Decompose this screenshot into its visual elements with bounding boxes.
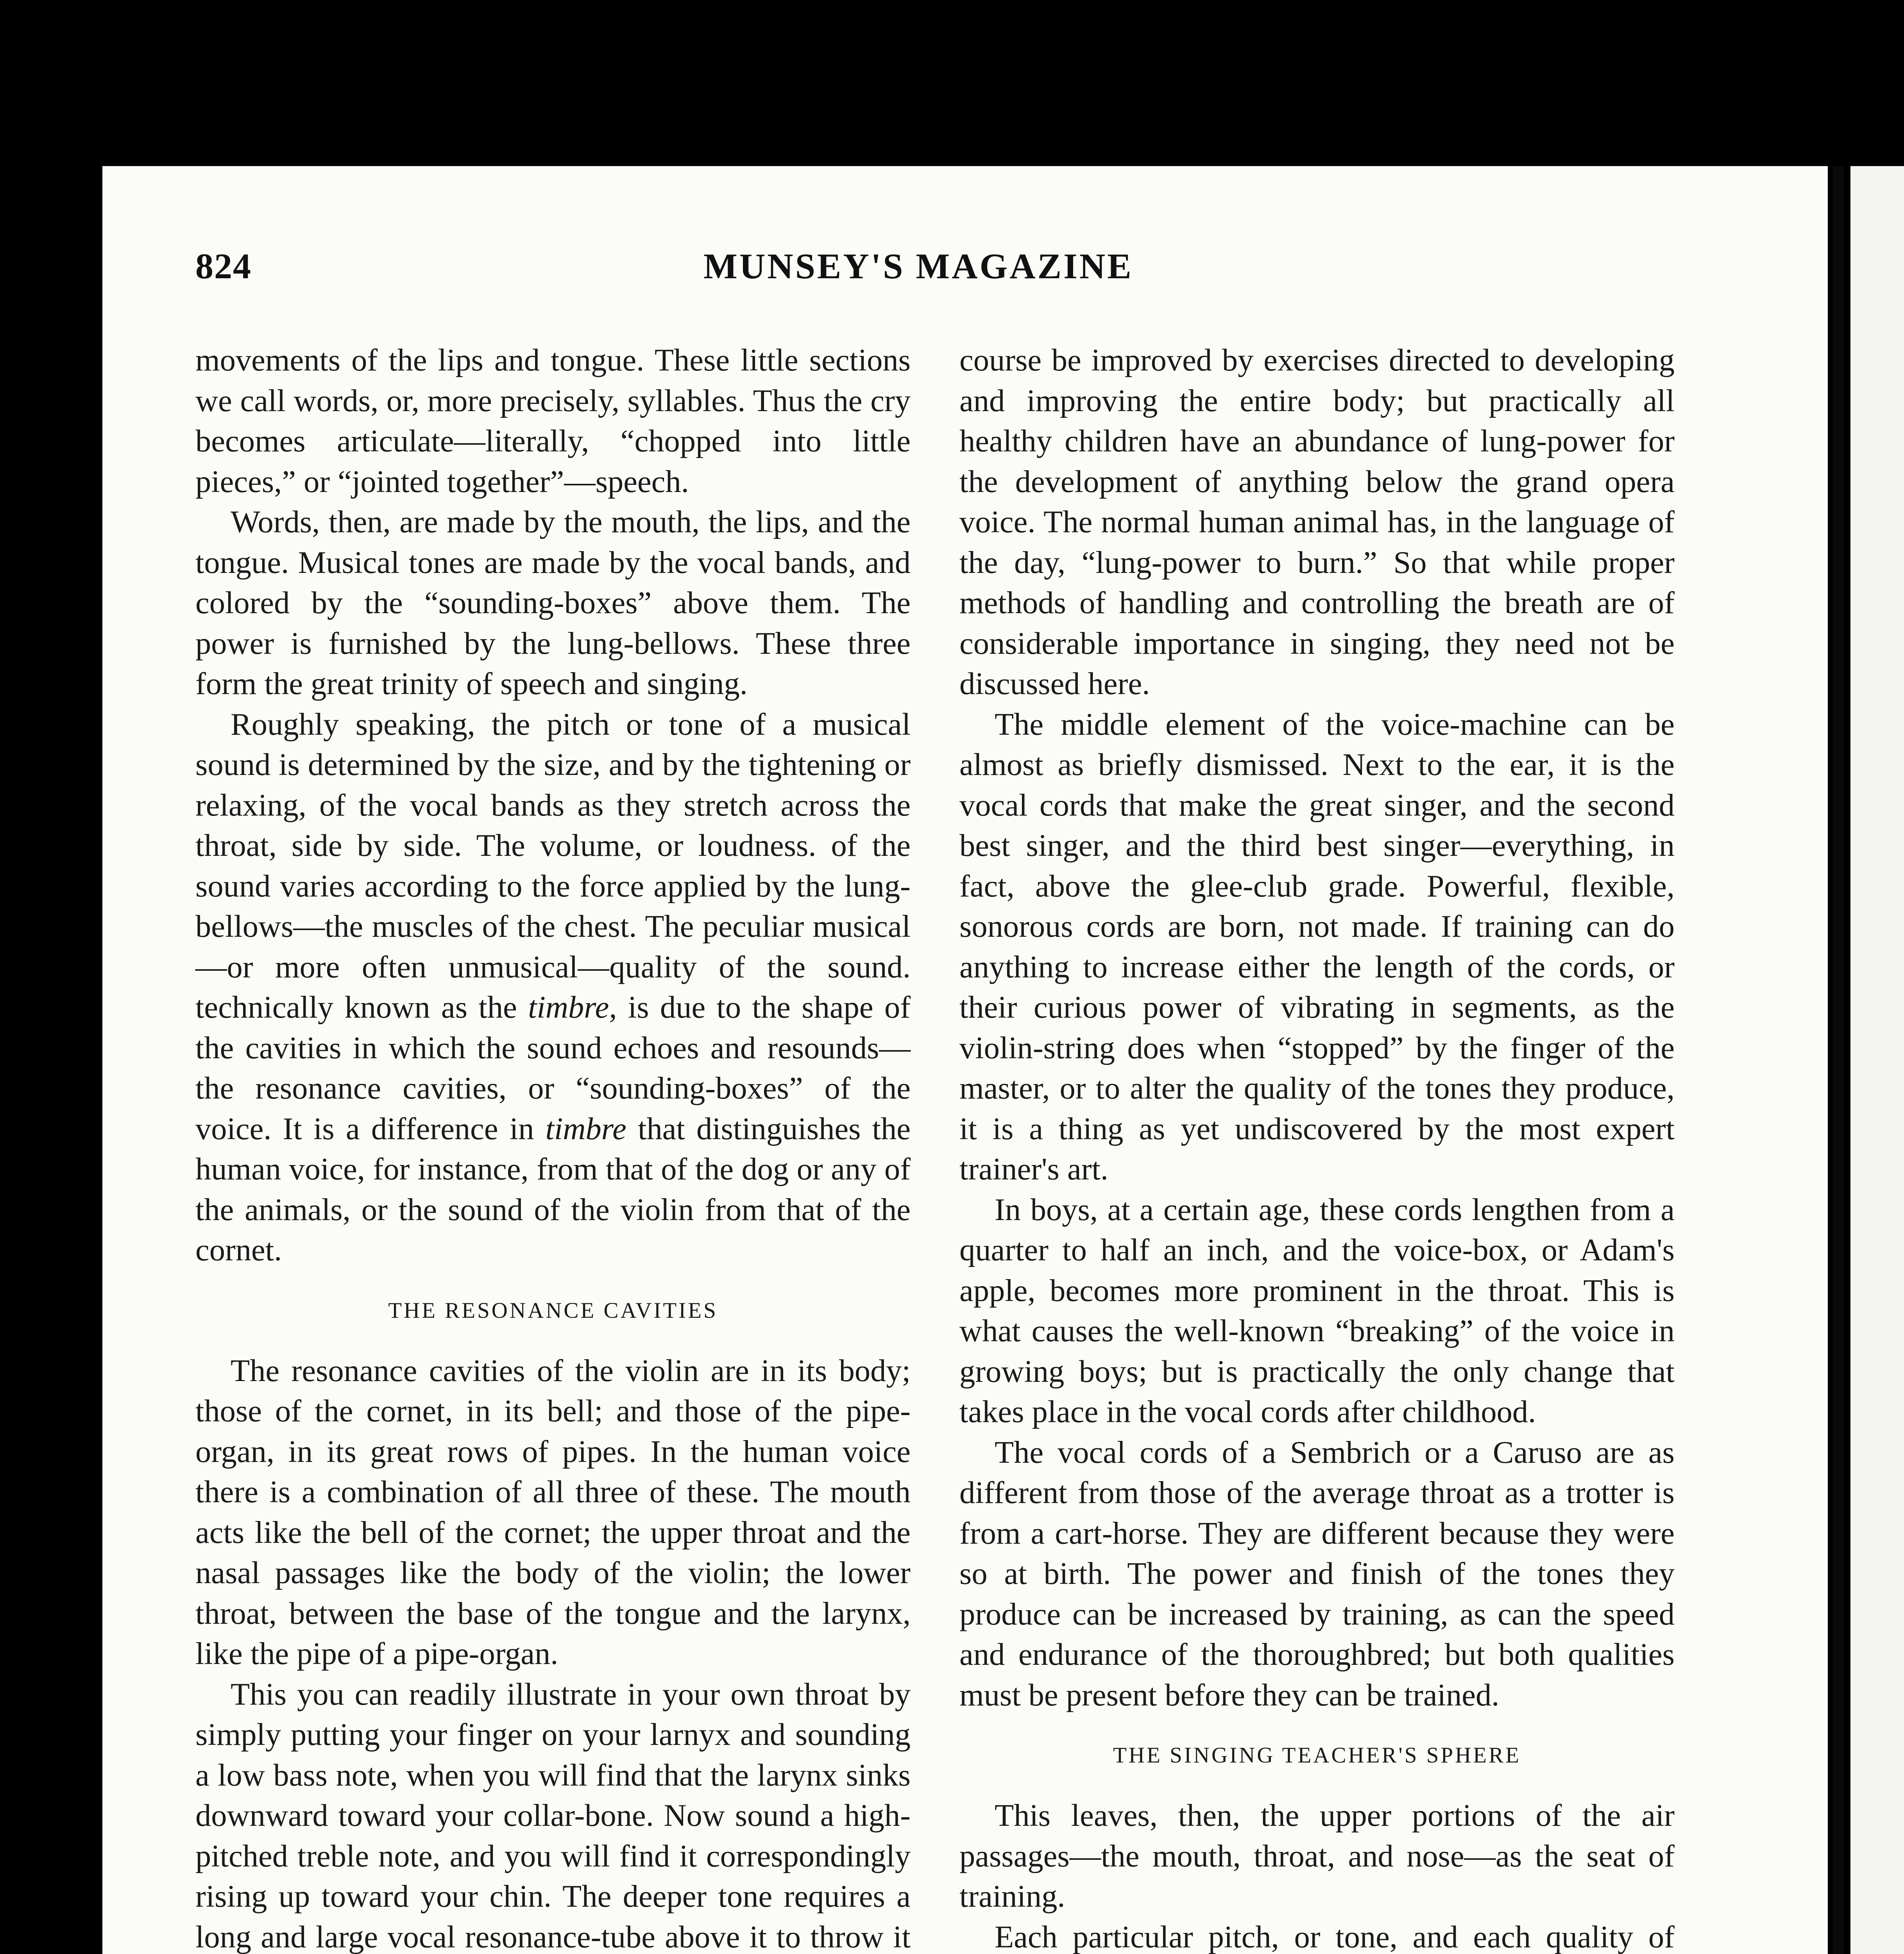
italic-term: timbre, [528, 990, 617, 1025]
italic-term: timbre [545, 1111, 626, 1146]
paragraph: Words, then, are made by the mouth, the lips, and the tongue. Musical tones are made by the vocal bands, and colored by the “sounding-boxes” above them. The power is furnished by the lung-bellows. These three form the great trinity of speech and singing. [195, 505, 911, 701]
page-gutter [1833, 166, 1844, 1954]
paragraph: This you can readily illustrate in your own throat by simply putting your finger on your larnyx and sounding a low bass note, when you will find that the larynx sinks downward toward your collar-bone. Now sound a high-pitched treble note, and you will find it correspondingly rising up toward your chin. The deeper tone requires a long and large vocal resonance-tube above it to throw it [195, 1677, 911, 1954]
paragraph: The vocal cords of a Sembrich or a Caruso are as different from those of the average throat as a trotter is from a cart-horse. They are different because they were so at birth. The power and finish of the tones they produce can be increased by training, as can the speed and endurance of the thoroughbred; but both qualities must be present before they can be trained. [959, 1435, 1675, 1712]
paragraph: The resonance cavities of the violin are in its body; those of the cornet, in its bell; and those of the pipe-organ, in its great rows of pipes. In the human voice there is a combination of all three of these. The mouth acts like the bell of the cornet; the upper throat and the nasal passages like the body of the violin; the lower throat, between the base of the tongue and the larynx, like the pipe of a pipe-organ. [195, 1353, 911, 1671]
section-heading: THE SINGING TEACHER'S SPHERE [1113, 1743, 1521, 1768]
text-run: that distinguishes the human voice, for instance, from that of the dog or any of the animals, or the sound of the violin from that of the cornet. [195, 1111, 911, 1267]
text-run: Roughly speaking, the pitch or tone of a musical sound is determined by the size, and by the tightening or relaxing, of the vocal bands as they stretch across the throat, side by side. The volume, or loudness. of the sound varies according to the force applied by the lung-bellows—the muscles of the chest. The peculiar musical—or more often unmusical—quality of the sound. technically known as the [195, 707, 911, 1025]
page-number: 824 [195, 246, 252, 286]
paragraph [959, 1917, 1675, 1954]
text-run: Each particular pitch, or tone, and each quality of [995, 1919, 1675, 1954]
paragraph: The middle element of the voice-machine can be almost as briefly dismissed. Next to the ear, it is the vocal cords that make the great singer, and the second best singer, and the third best singer—everything, in fact, above the glee-club grade. Powerful, flexible, sonorous cords are born, not made. If training can do anything to increase either the length of the cords, or their curious power of vibrating in segments, as the violin-string does when “stopped” by the finger of the master, or to alter the quality of the tones they produce, it is a thing as yet undiscovered by the most expert trainer's art. [959, 707, 1675, 1186]
adjacent-page-edge [1850, 166, 1904, 1954]
paragraph [195, 704, 911, 1270]
paragraph: In boys, at a certain age, these cords lengthen from a quarter to half an inch, and the voice-box, or Adam's apple, becomes more prominent in the throat. This is what causes the well-known “breaking” of the voice in growing boys; but is practically the only change that takes place in the vocal cords after childhood. [959, 1192, 1675, 1429]
section-heading: THE RESONANCE CAVITIES [388, 1298, 718, 1323]
paragraph: This leaves, then, the upper portions of the air passages—the mouth, throat, and nose—as the seat of training. [959, 1798, 1675, 1914]
paragraph: course be improved by exercises directed to developing and improving the entire body; but practically all healthy children have an abundance of lung-power for the development of anything below the grand opera voice. The normal human animal has, in the language of the day, “lung-power to burn.” So that while proper methods of handling and controlling the breath are of considerable importance in singing, they need not be discussed here. [959, 343, 1675, 701]
running-head-title: MUNSEY'S MAGAZINE [703, 246, 1133, 286]
right-column [959, 340, 1675, 1954]
text-run: is due to the shape of the cavities in which the sound echoes and resounds—the resonance cavities, or “sounding-boxes” of the voice. It is a difference in [195, 990, 911, 1146]
left-column [195, 340, 911, 1954]
paragraph: movements of the lips and tongue. These little sections we call words, or, more precisely, syllables. Thus the cry becomes articulate—literally, “chopped into little pieces,” or “jointed together”—speech. [195, 343, 911, 499]
